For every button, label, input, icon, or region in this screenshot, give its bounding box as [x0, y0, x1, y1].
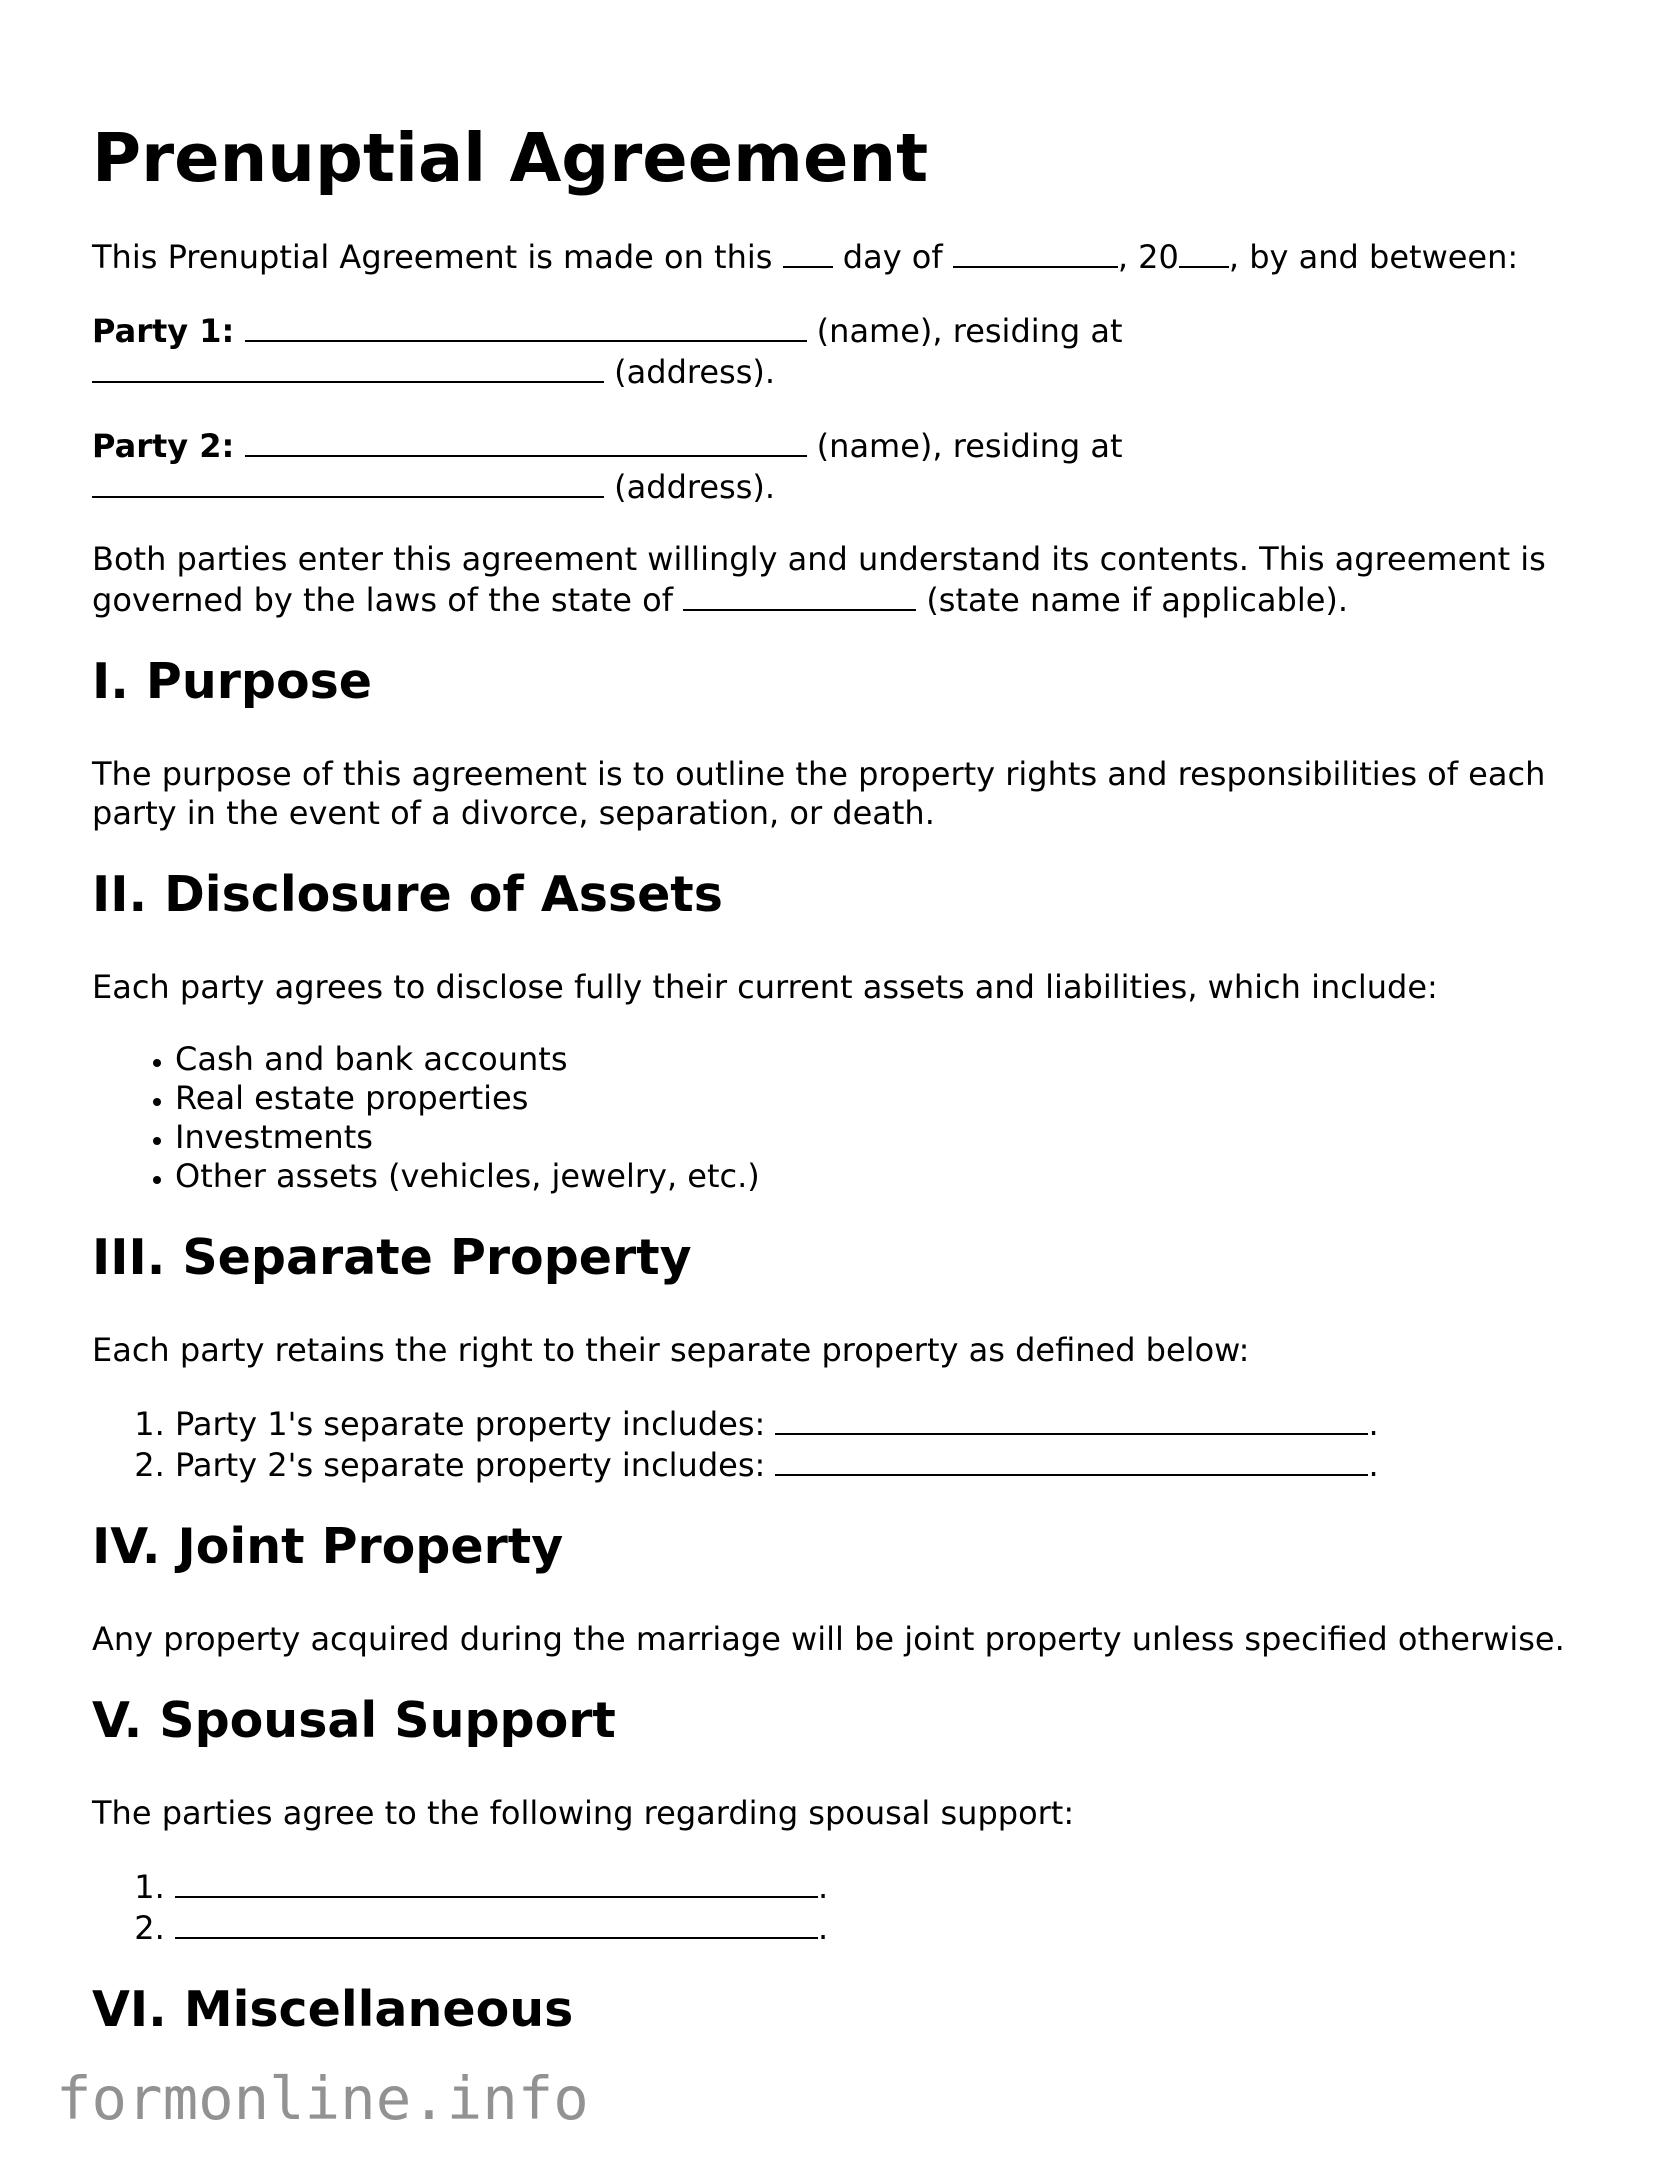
- separate-property-heading: III. Separate Property: [92, 1229, 692, 1286]
- governing-law-paragraph: Both parties enter this agreement willingly and understand its contents. This agreement is governed by the laws of the state of (state name if applicable).: [92, 540, 1546, 619]
- disclosure-heading: II. Disclosure of Assets: [92, 866, 723, 923]
- spousal-support-list: [92, 1866, 1612, 1948]
- list-item: • Investments: [175, 1118, 1612, 1157]
- party-1-name-blank[interactable]: [245, 310, 807, 342]
- spousal-support-heading: V. Spousal Support: [92, 1692, 616, 1749]
- watermark: formonline.info: [56, 2064, 589, 2133]
- party-1-label: Party 1:: [92, 312, 235, 350]
- assets-list: [92, 1040, 1612, 1196]
- joint-property-heading: IV. Joint Property: [92, 1518, 564, 1575]
- support-term-2-blank[interactable]: [175, 1907, 818, 1939]
- month-blank[interactable]: [953, 236, 1118, 268]
- party-2-name-blank[interactable]: [245, 425, 807, 457]
- list-item: 2. Party 2's separate property includes: .: [175, 1444, 1612, 1485]
- list-item: • Real estate properties: [175, 1079, 1612, 1118]
- purpose-heading: I. Purpose: [92, 653, 373, 710]
- list-item: 2. .: [175, 1907, 1612, 1948]
- party-1-paragraph: Party 1: (name), residing at (address).: [92, 312, 1123, 391]
- intro-paragraph: This Prenuptial Agreement is made on this day of , 20 , by and between:: [92, 238, 1519, 276]
- spousal-support-text: The parties agree to the following regarding spousal support:: [92, 1794, 1075, 1832]
- joint-property-text: Any property acquired during the marriage will be joint property unless specified otherwise.: [92, 1620, 1565, 1658]
- list-item: • Cash and bank accounts: [175, 1040, 1612, 1079]
- party-2-label: Party 2:: [92, 427, 235, 465]
- document-title: Prenuptial Agreement: [92, 119, 929, 197]
- purpose-text: The purpose of this agreement is to outline the property rights and responsibilities of each party in the event of a divorce, separation, or death.: [92, 755, 1546, 832]
- party-1-address-blank[interactable]: [92, 351, 604, 383]
- party-2-property-blank[interactable]: [775, 1444, 1368, 1476]
- list-item: 1. .: [175, 1866, 1612, 1907]
- separate-property-list: [92, 1403, 1612, 1485]
- year-blank[interactable]: [1179, 236, 1229, 268]
- party-2-paragraph: Party 2: (name), residing at (address).: [92, 427, 1123, 506]
- disclosure-text: Each party agrees to disclose fully their current assets and liabilities, which include:: [92, 968, 1438, 1006]
- party-2-address-blank[interactable]: [92, 466, 604, 498]
- support-term-1-blank[interactable]: [175, 1866, 818, 1898]
- document-body: [92, 236, 1612, 2083]
- miscellaneous-heading: VI. Miscellaneous: [92, 1981, 574, 2038]
- list-item: 1. Party 1's separate property includes: .: [175, 1403, 1612, 1444]
- day-blank[interactable]: [783, 236, 833, 268]
- list-item: • Other assets (vehicles, jewelry, etc.): [175, 1157, 1612, 1196]
- party-1-property-blank[interactable]: [775, 1403, 1368, 1435]
- separate-property-text: Each party retains the right to their separate property as defined below:: [92, 1331, 1250, 1369]
- state-blank[interactable]: [683, 579, 916, 611]
